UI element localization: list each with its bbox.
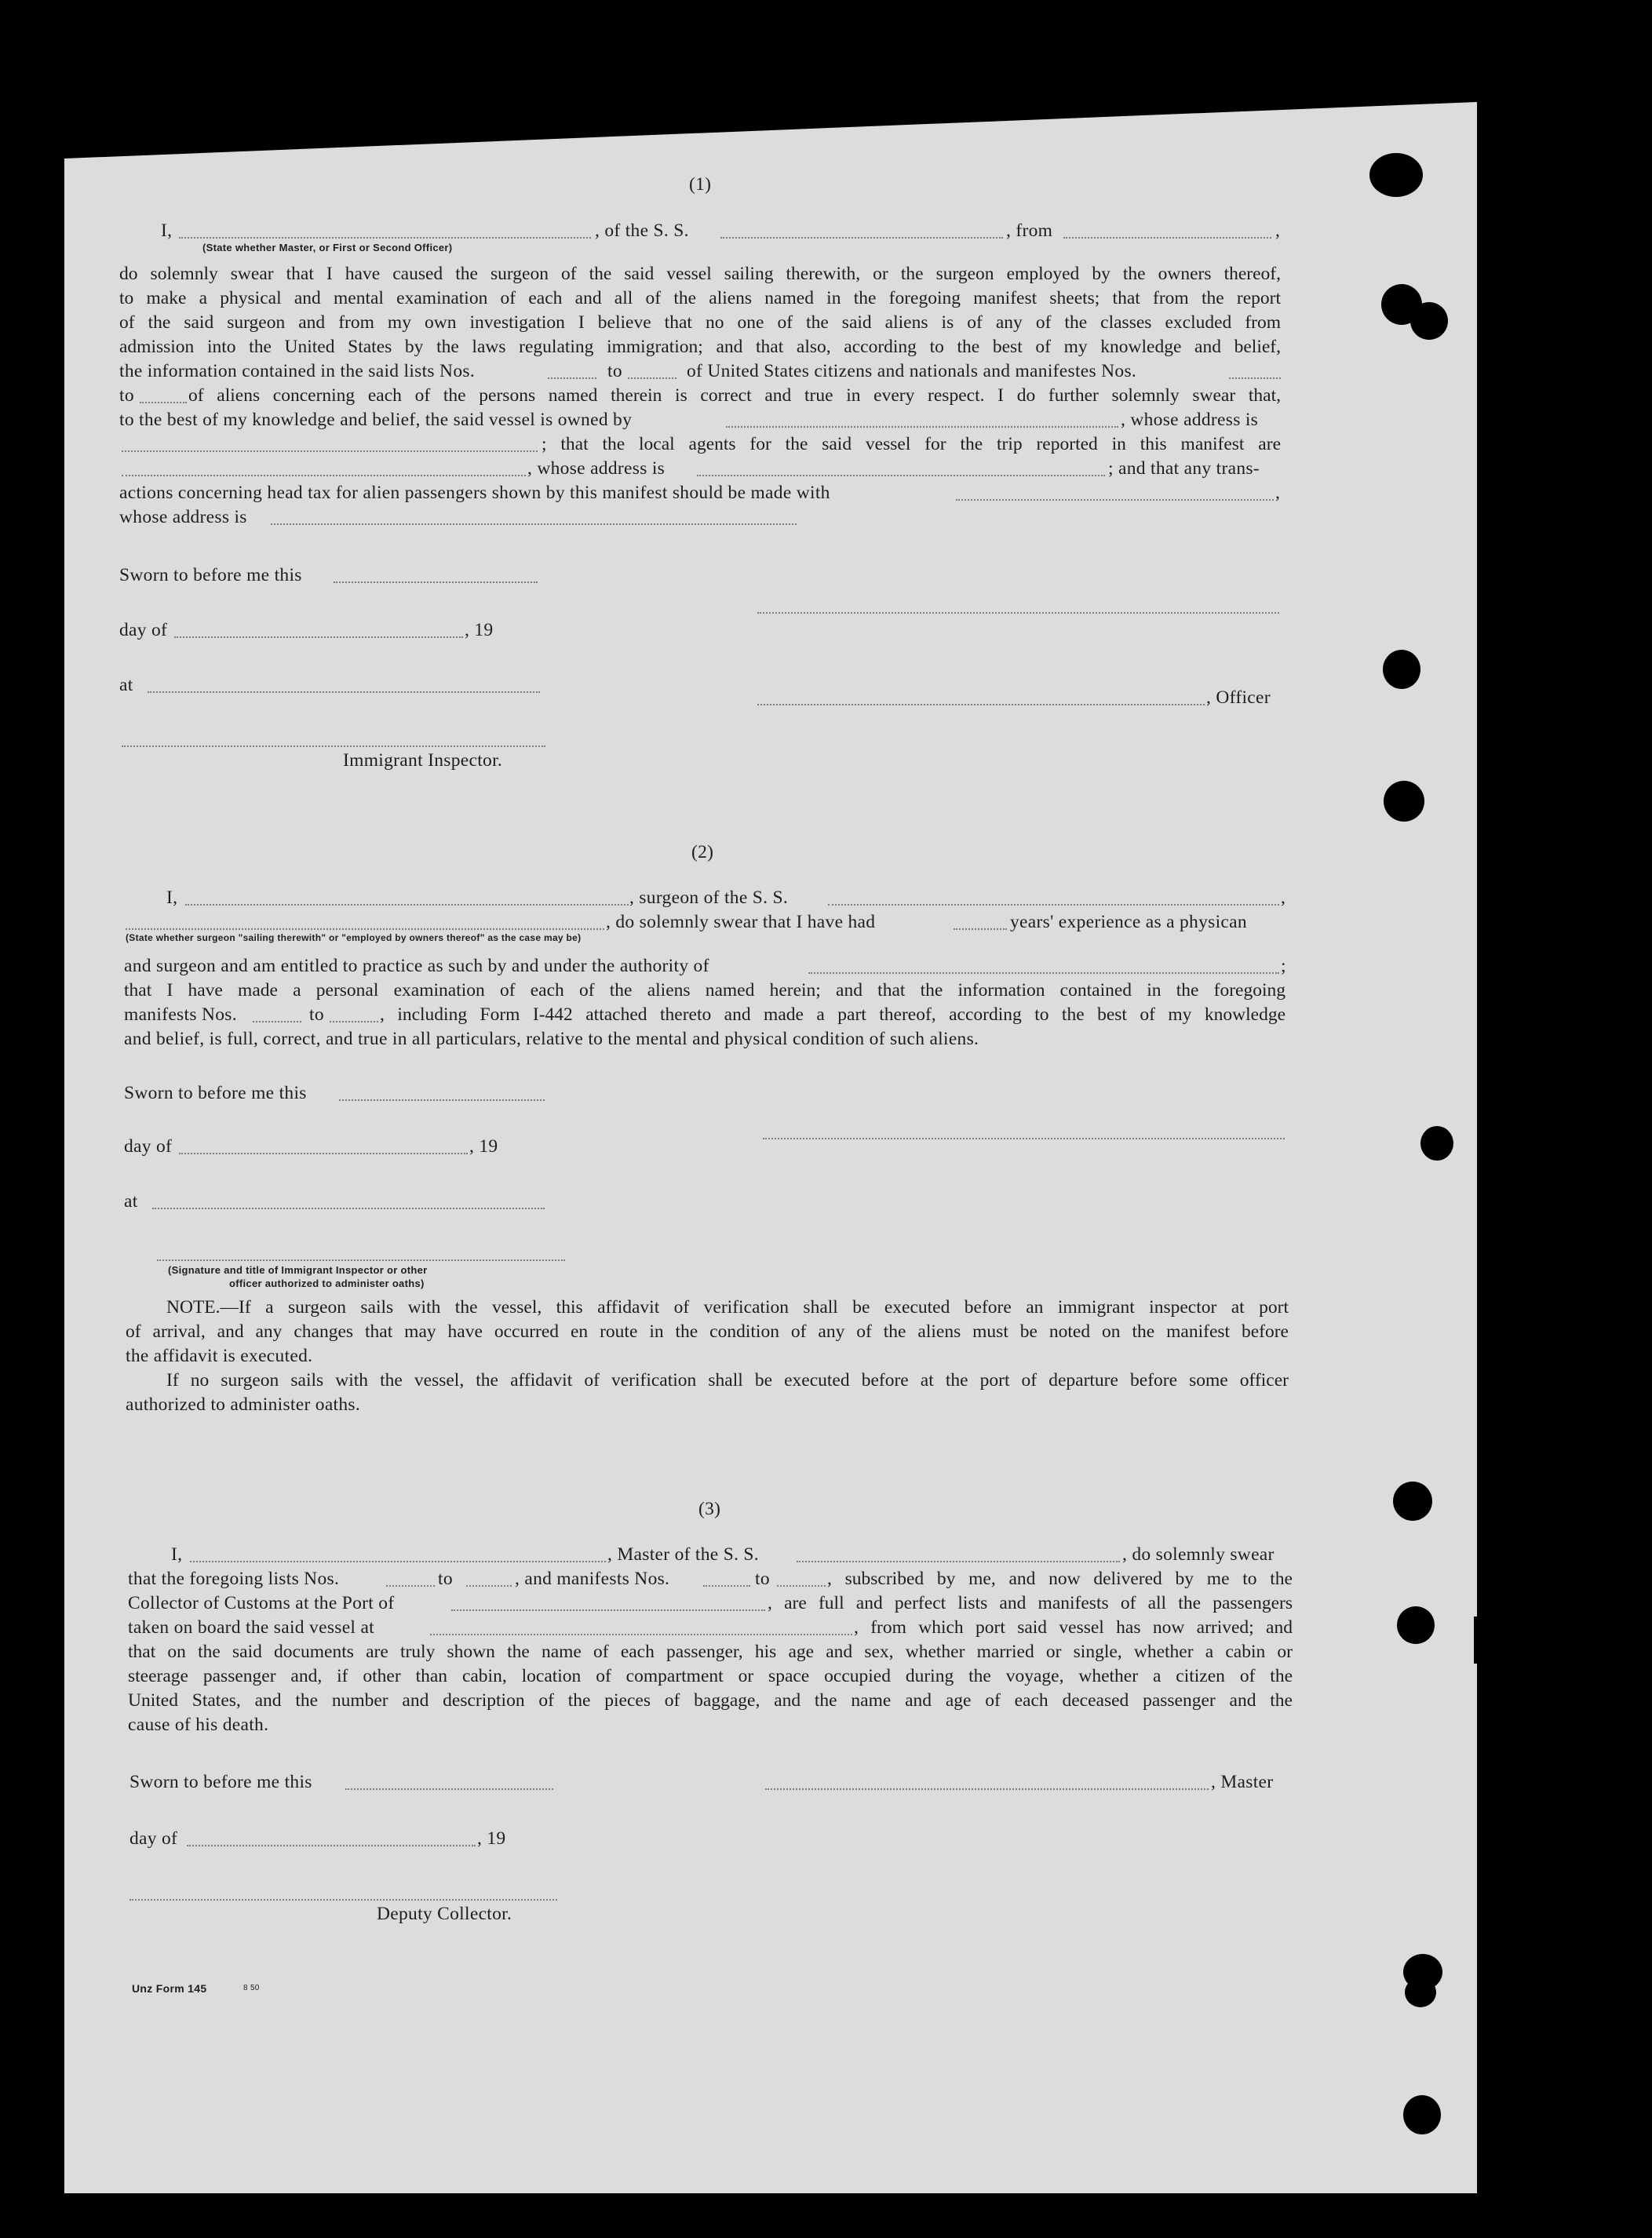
blank-field[interactable] (122, 450, 538, 452)
sec1-to: to (119, 385, 134, 406)
sec3-manifests-text: , and manifests Nos. (515, 1569, 670, 1589)
note-line: If no surgeon sails with the vessel, the affidavit of verification shall be executed before at the port of departure before some officer (166, 1370, 1289, 1391)
blank-field[interactable] (185, 904, 629, 906)
sec2-at: at (124, 1191, 138, 1212)
sec3-sworn: Sworn to before me this (129, 1772, 312, 1792)
signature-line[interactable] (757, 612, 1279, 614)
blank-field[interactable] (548, 377, 596, 379)
sec2-body-line: and belief, is full, correct, and true in all particulars, relative to the mental and physical condition of such aliens. (124, 1029, 979, 1049)
signature-line[interactable] (765, 1788, 1209, 1790)
blank-field[interactable] (330, 1021, 378, 1022)
blank-field[interactable] (828, 904, 1279, 906)
blank-field[interactable] (1229, 377, 1281, 379)
sec3-to: to (755, 1569, 770, 1589)
sec2-body-line: , including Form I-442 attached thereto and made a part thereof, according to the best of my knowledge (380, 1004, 1285, 1025)
sec2-sworn: Sworn to before me this (124, 1083, 307, 1103)
blank-field[interactable] (451, 1609, 765, 1611)
sec1-line-from: , from (1006, 221, 1053, 241)
blank-field[interactable] (271, 523, 797, 525)
sec3-deputy: Deputy Collector. (377, 1904, 512, 1924)
sec1-line-comma: , (1275, 221, 1281, 241)
sec1-address-text: , whose address is (1121, 410, 1259, 430)
punch-hole (1403, 2095, 1441, 2134)
sec2-manifests-text: manifests Nos. (124, 1004, 237, 1025)
sec1-body-line: to make a physical and mental examination of each and all of the aliens named in the foregoing manifest sheets; that from the report (119, 288, 1281, 308)
blank-field[interactable] (797, 1561, 1120, 1562)
blank-field[interactable] (334, 581, 538, 583)
blank-field[interactable] (253, 1021, 301, 1022)
sec3-collector-text: Collector of Customs at the Port of (128, 1593, 395, 1613)
sec1-address-text: whose address is (119, 507, 247, 527)
blank-field[interactable] (190, 1561, 606, 1562)
sec1-body-line: of the said surgeon and from my own investigation I believe that no one of the said aliens is of any of the classes excluded from (119, 312, 1281, 333)
sec2-signature-note: (Signature and title of Immigrant Inspector or other (168, 1264, 428, 1276)
punch-hole (1410, 302, 1448, 340)
sec3-vessel-text: taken on board the said vessel at (128, 1617, 374, 1638)
section-1-number: (1) (689, 174, 712, 195)
sec3-body-line: cause of his death. (128, 1715, 269, 1735)
sec2-comma: , (1281, 888, 1286, 908)
sec3-dayof: day of (129, 1828, 178, 1849)
blank-field[interactable] (345, 1788, 553, 1790)
blank-field[interactable] (148, 691, 540, 693)
sec2-body-line: that I have made a personal examination of each of the aliens named herein; and that the information contained in the foregoing (124, 980, 1285, 1001)
sec1-citizens-text: of United States citizens and nationals and manifestes Nos. (687, 361, 1137, 381)
sec3-master-text: , Master of the S. S. (607, 1544, 759, 1565)
sec3-year: , 19 (477, 1828, 506, 1849)
sec3-body-line: , from which port said vessel has now arrived; and (854, 1617, 1293, 1638)
sec3-body-line: , are full and perfect lists and manifests of all the passengers (768, 1593, 1293, 1613)
sec2-authority-text: and surgeon and am entitled to practice as such by and under the authority of (124, 956, 709, 976)
signature-line[interactable] (157, 1259, 565, 1261)
blank-field[interactable] (628, 377, 676, 379)
blank-field[interactable] (140, 402, 187, 403)
sec1-at: at (119, 675, 133, 695)
blank-field[interactable] (1063, 237, 1271, 239)
sec2-experience-text: years' experience as a physican (1010, 912, 1247, 932)
sec3-body-line: steerage passenger and, if other than cabin, location of compartment or space occupied during the voyage, whether a citizen of the (128, 1666, 1293, 1686)
punch-hole (1369, 153, 1423, 197)
blank-field[interactable] (954, 928, 1007, 930)
sec1-inspector: Immigrant Inspector. (343, 750, 503, 771)
blank-field[interactable] (726, 426, 1118, 428)
sec3-body-line: United States, and the number and description of the pieces of baggage, and the name and age of each deceased passenger and the (128, 1690, 1293, 1711)
blank-field[interactable] (697, 475, 1105, 476)
sec2-signature-note: officer authorized to administer oaths) (229, 1278, 425, 1289)
sec1-line-i: I, (161, 221, 173, 241)
blank-field[interactable] (386, 1585, 435, 1587)
sec2-year: , 19 (469, 1136, 498, 1157)
blank-field[interactable] (808, 972, 1279, 974)
page-edge-tab (1474, 1617, 1483, 1664)
sec3-master: , Master (1211, 1772, 1274, 1792)
sec3-swear-text: , do solemnly swear (1122, 1544, 1275, 1565)
sec1-owner-text: to the best of my knowledge and belief, the said vessel is owned by (119, 410, 633, 430)
signature-line[interactable] (129, 1899, 557, 1901)
sec1-body-line: admission into the United States by the laws regulating immigration; and that also, according to the best of my knowledge and belief, (119, 337, 1281, 357)
sec2-surgeon-text: , surgeon of the S. S. (629, 888, 789, 908)
signature-line[interactable] (757, 704, 1205, 705)
sec3-lists-text: that the foregoing lists Nos. (128, 1569, 340, 1589)
blank-field[interactable] (466, 1585, 512, 1587)
sec1-officer: , Officer (1206, 687, 1271, 708)
sec2-semicolon: ; (1281, 956, 1286, 976)
punch-hole (1405, 1977, 1436, 2007)
note-line: of arrival, and any changes that may have occurred en route in the condition of any of the aliens must be noted on the manifest before (126, 1321, 1289, 1342)
blank-field[interactable] (126, 928, 604, 930)
sec3-body-line: , subscribed by me, and now delivered by me to the (827, 1569, 1293, 1589)
blank-field[interactable] (703, 1585, 750, 1587)
sec1-sworn: Sworn to before me this (119, 565, 302, 585)
sec1-officer-note: (State whether Master, or First or Second Officer) (202, 242, 453, 253)
section-2-number: (2) (691, 842, 714, 862)
punch-hole (1383, 650, 1420, 689)
sec1-lists-text: the information contained in the said lists Nos. (119, 361, 475, 381)
sec1-year: , 19 (465, 620, 494, 640)
punch-hole (1420, 1126, 1453, 1161)
sec1-line-ss: , of the S. S. (595, 221, 689, 241)
sec1-trans-text: ; and that any trans- (1108, 458, 1260, 479)
sec1-comma: , (1275, 483, 1281, 503)
signature-line[interactable] (763, 1138, 1285, 1139)
blank-field[interactable] (187, 1845, 476, 1846)
footer-form-number: Unz Form 145 (132, 1982, 207, 1995)
sec3-to: to (438, 1569, 453, 1589)
sec3-body-line: that on the said documents are truly shown the name of each passenger, his age and sex, whether married or single, whether a cabin or (128, 1642, 1293, 1662)
sec2-to: to (309, 1004, 324, 1025)
punch-hole (1397, 1606, 1435, 1644)
blank-field[interactable] (179, 237, 591, 239)
blank-field[interactable] (777, 1585, 826, 1587)
footer-code: 8 50 (243, 1984, 260, 1992)
section-3-number: (3) (698, 1499, 721, 1519)
sec2-dayof: day of (124, 1136, 173, 1157)
sec3-line-i: I, (171, 1544, 183, 1565)
punch-hole (1393, 1482, 1432, 1521)
sec1-headtax-text: actions concerning head tax for alien passengers shown by this manifest should be made with (119, 483, 830, 503)
punch-hole (1384, 781, 1424, 822)
sec2-surgeon-note: (State whether surgeon "sailing therewith" or "employed by owners thereof" as the case may be) (126, 932, 582, 943)
note-line: the affidavit is executed. (126, 1346, 313, 1366)
sec1-address-text: , whose address is (527, 458, 666, 479)
blank-field[interactable] (339, 1099, 545, 1101)
blank-field[interactable] (122, 475, 526, 476)
blank-field[interactable] (152, 1208, 545, 1209)
sec1-body-line: of aliens concerning each of the persons named therein is correct and true in every respect. I do further solemnly swear that, (188, 385, 1281, 406)
sec1-agents-text: ; that the local agents for the said vessel for the trip reported in this manifest are (542, 434, 1281, 454)
note-line: authorized to administer oaths. (126, 1394, 361, 1415)
blank-field[interactable] (430, 1634, 852, 1635)
sec2-line-i: I, (166, 888, 178, 908)
blank-field[interactable] (179, 1153, 468, 1154)
blank-field[interactable] (956, 499, 1274, 501)
blank-field[interactable] (174, 636, 463, 638)
sec1-dayof: day of (119, 620, 168, 640)
signature-line[interactable] (122, 745, 545, 747)
note-line: NOTE.—If a surgeon sails with the vessel, this affidavit of verification shall be executed before an immigrant inspector at port (166, 1297, 1289, 1318)
sec1-to: to (607, 361, 622, 381)
sec2-swear-text: , do solemnly swear that I have had (606, 912, 876, 932)
blank-field[interactable] (720, 237, 1003, 239)
sec1-body-line: do solemnly swear that I have caused the surgeon of the said vessel sailing therewith, or the surgeon employed by the owners thereof, (119, 264, 1281, 284)
